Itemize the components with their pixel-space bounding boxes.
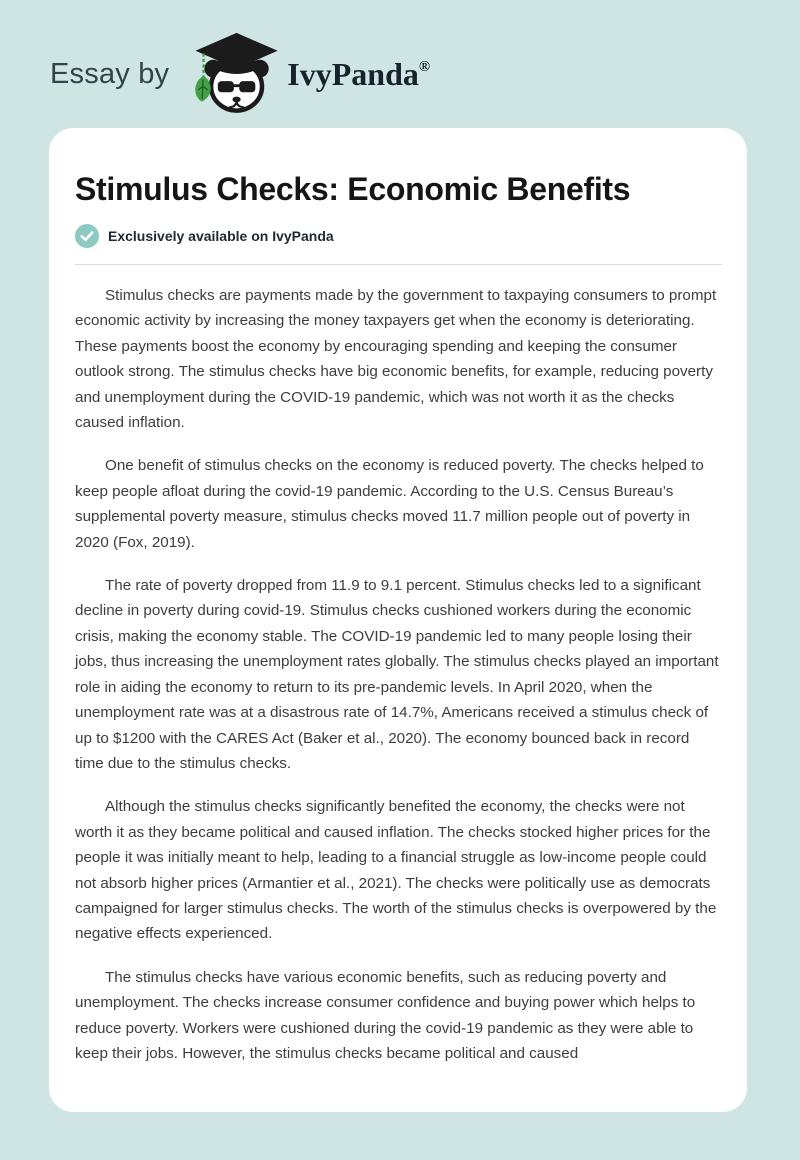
- exclusive-badge-label: Exclusively available on IvyPanda: [108, 228, 334, 244]
- ivypanda-panda-logo-icon: [183, 30, 283, 118]
- divider: [75, 264, 722, 265]
- essay-body: [75, 283, 722, 1066]
- essay-title: Stimulus Checks: Economic Benefits: [75, 171, 631, 207]
- header: [0, 0, 800, 120]
- registered-mark: ®: [418, 58, 431, 75]
- essay-paragraph-1: Stimulus checks are payments made by the government to taxpaying consumers to prompt economic activity by increasing the money taxpayers get when the economy is deteriorating. These payments boost the economy by encouraging spending and keeping the consumer outlook strong. The stimulus checks have big economic benefits, for example, reducing poverty and unemployment during the COVID-19 pandemic, which was not worth it as the checks caused inflation.: [75, 287, 717, 432]
- check-icon: [75, 224, 99, 248]
- essay-by-label: Essay by: [50, 57, 170, 90]
- essay-card: [49, 128, 747, 1112]
- essay-paragraph-3: The rate of poverty dropped from 11.9 to 9.1 percent. Stimulus checks led to a significant decline in poverty during covid-19. Stimulus checks cushioned workers during the economic crisis, making the economy stable. The COVID-19 pandemic led to many people losing their jobs, thus increasing the unemployment rates globally. The stimulus checks played an important role in aiding the economy to return to its pre-pandemic levels. In April 2020, when the unemployment rate was at a disastrous rate of 14.7%, Americans received a stimulus check of up to $1200 with the CARES Act (Baker et al., 2020). The economy bounced back in record time due to the stimulus checks.: [75, 577, 719, 772]
- essay-paragraph-5: The stimulus checks have various economic benefits, such as reducing poverty and unemployment. The checks increase consumer confidence and buying power which helps to reduce poverty. Workers were cushioned during the covid-19 pandemic as they were able to keep their jobs. However, the stimulus checks became political and caused: [75, 968, 696, 1062]
- essay-paragraph-4: Although the stimulus checks significantly benefited the economy, the checks were not worth it as they became political and caused inflation. The checks stocked higher prices for the people it was initially meant to help, leading to a financial struggle as low-income people could not absorb higher prices (Armantier et al., 2021). The checks were politically use as democrats campaigned for larger stimulus checks. The worth of the stimulus checks is overpowered by the negative effects experienced.: [75, 798, 717, 943]
- exclusive-badge: [75, 224, 722, 248]
- brand-text: IvyPanda: [287, 55, 419, 92]
- brand-name: [287, 56, 430, 93]
- essay-paragraph-2: One benefit of stimulus checks on the economy is reduced poverty. The checks helped to keep people afloat during the covid-19 pandemic. According to the U.S. Census Bureau’s supplemental poverty measure, stimulus checks moved 11.7 million people out of poverty in 2020 (Fox, 2019).: [75, 457, 704, 551]
